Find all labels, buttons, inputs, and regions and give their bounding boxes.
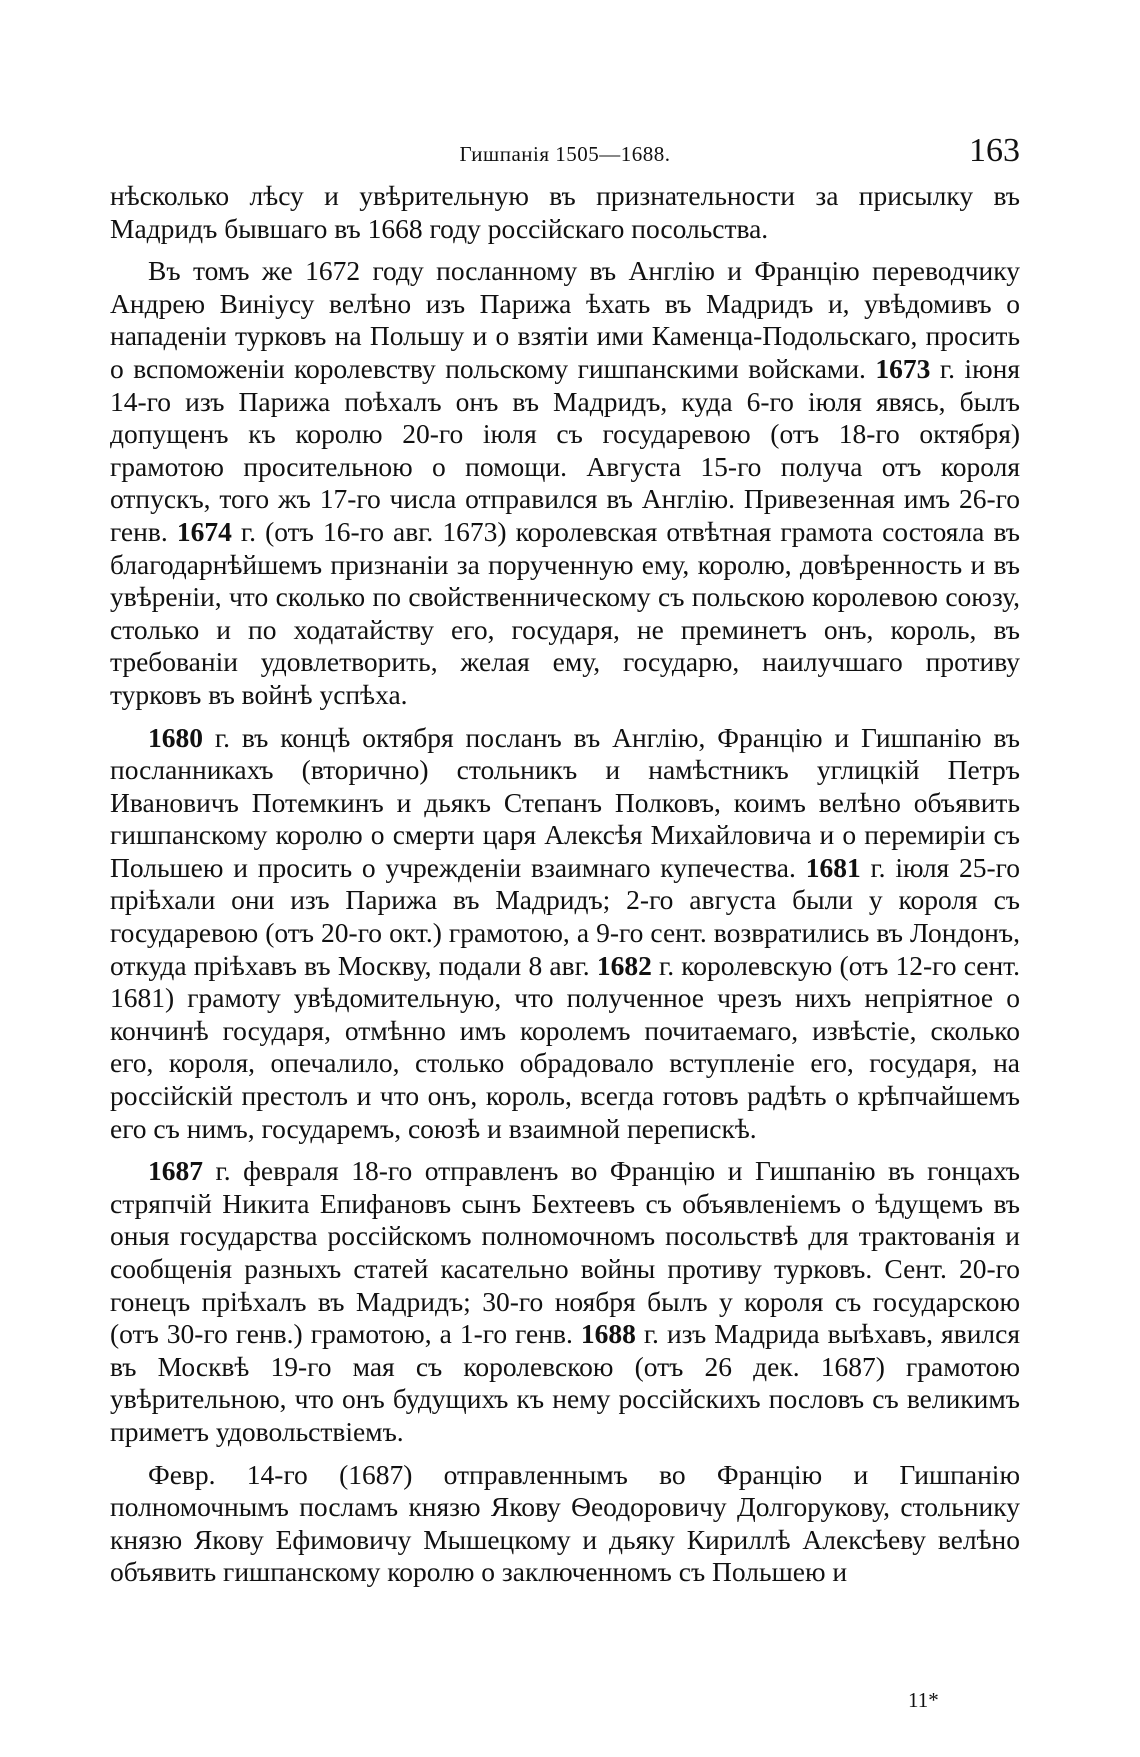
page-number: 163 (969, 132, 1020, 169)
year-1682: 1682 (596, 949, 652, 981)
year-1674: 1674 (176, 515, 232, 547)
year-1687: 1687 (148, 1155, 203, 1187)
paragraph-1 (110, 180, 1020, 245)
year-1688: 1688 (580, 1318, 636, 1350)
year-1681: 1681 (805, 851, 861, 883)
paragraph-text: г. (отъ 16-го авг. 1673) королевская отвѣтная грамота состояла въ благодарнѣйшемъ признаніи за порученную ему, королю, довѣренность и въ увѣреніи, что сколько по свойственническому съ польскою королевою союзу, столько и по ходатайству его, государя, не преминетъ онъ, король, въ требованіи удовлетворить, желая ему, государю, наилучшаго противу турковъ въ войнѣ успѣха. (110, 515, 1021, 710)
body-text (110, 180, 1020, 1589)
paragraph-text: г. изъ Мадрида выѣхавъ, явился въ Москвѣ 19-го мая съ королевскою (отъ 26 дек. 1687) грамотою увѣрительною, что онъ будущихъ къ нему россійскихъ пословъ съ великимъ приметъ удовольствіемъ. (110, 1318, 1020, 1447)
year-1680: 1680 (148, 721, 203, 753)
year-1673: 1673 (875, 352, 931, 384)
paragraph-text: Въ томъ же 1672 году посланному въ Англію и Францію переводчику Андрею Виніусу велѣно изъ Парижа ѣхать въ Мадридъ и, увѣдомивъ о нападеніи турковъ на Польшу и о взятіи ими Каменца-Подольскаго, просить о вспоможеніи королевству польскому гишпанскими войсками. (110, 255, 1020, 384)
signature-mark: 11* (908, 1688, 939, 1712)
paragraph-text: г. февраля 18-го отправленъ во Францію и Гишпанію въ гонцахъ стряпчій Никита Епифановъ сынъ Бехтеевъ съ объявленіемъ о ѣдущемъ въ оныя государства россійскомъ полномочномъ посольствѣ для трактованія и сообщенія разныхъ статей касательно войны противу турковъ. Сент. 20-го гонецъ пріѣхалъ въ Мадридъ; 30-го ноября былъ у короля съ государскою (отъ 30-го генв.) грамотою, а 1-го генв. (110, 1155, 1020, 1350)
running-title: Гишпанія 1505—1688. (459, 142, 671, 166)
paragraph-text: Февр. 14-го (1687) отправленнымъ во Францію и Гишпанію полномочнымъ посламъ князю Якову Ѳеодоровичу Долгорукову, стольнику князю Якову Ефимовичу Мышецкому и дьяку Кириллѣ Алексѣеву велѣно объявить гишпанскому королю о заключенномъ съ Польшею и (110, 1458, 1020, 1588)
paragraph-2 (110, 255, 1020, 711)
paragraph-3 (110, 722, 1020, 1146)
paragraph-4 (110, 1155, 1020, 1448)
paragraph-5 (110, 1459, 1020, 1589)
paragraph-text: г. іюля 25-го пріѣхали они изъ Парижа въ Мадридъ; 2-го августа были у короля съ государевою (отъ 20-го окт.) грамотою, а 9-го сент. возвратились въ Лондонъ, откуда пріѣхавъ въ Москву, подали 8 авг. (110, 851, 1020, 981)
paragraph-text: нѣсколько лѣсу и увѣрительную въ признательности за присылку въ Мадридъ бывшаго въ 1668 году россійскаго посольства. (110, 180, 1020, 244)
paragraph-text: г. въ концѣ октября посланъ въ Англію, Францію и Гишпанію въ посланникахъ (вторично) стольникъ и намѣстникъ углицкій Петръ Ивановичъ Потемкинъ и дьякъ Степанъ Полковъ, коимъ велѣно объявить гишпанскому королю о смерти царя Алексѣя Михайловича и о перемиріи съ Польшею и просить о учрежденіи взаимнаго купечества. (110, 721, 1020, 883)
paragraph-text: г. королевскую (отъ 12-го сент. 1681) грамоту увѣдомительную, что полученное чрезъ нихъ непріятное о кончинѣ государя, отмѣнно имъ королемъ почитаемаго, извѣстіе, сколько его, короля, опечалило, столько обрадовало вступленіе его, государя, на россійскій престолъ и что онъ, король, всегда готовъ радѣть о крѣпчайшемъ его съ нимъ, государемъ, союзѣ и взаимной перепискѣ. (110, 949, 1021, 1144)
page-header (110, 132, 1020, 182)
paragraph-text: г. іюня 14-го изъ Парижа поѣхалъ онъ въ Мадридъ, куда 6-го іюля явясь, былъ допущенъ къ королю 20-го іюля съ государевою (отъ 18-го октября) грамотою просительною о помощи. Августа 15-го получа отъ короля отпускъ, того жъ 17-го числа отправился въ Англію. Привезенная имъ 26-го генв. (110, 352, 1020, 547)
